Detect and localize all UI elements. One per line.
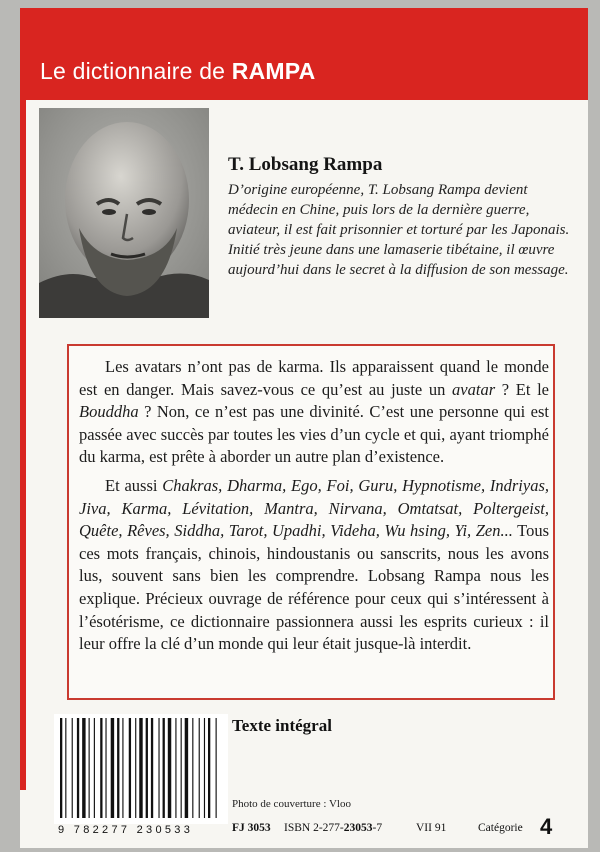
barcode [54, 714, 228, 824]
barcode-bar [72, 718, 73, 818]
barcode-bar [122, 718, 123, 818]
fj-code: FJ 3053 [232, 822, 271, 834]
barcode-bar [139, 718, 142, 818]
isbn: ISBN 2-277-23053-7 [284, 822, 383, 834]
book-back-cover [20, 8, 588, 848]
barcode-bar [185, 718, 188, 818]
category-label: Catégorie [478, 822, 523, 834]
description-paragraph-2: Et aussi Chakras, Dharma, Ego, Foi, Guru, Hypnotisme, Indriyas, Jiva, Karma, Lévitation, Mantra, Nirvana, Omtatsat, Poltergeist, Quête, Rêves, Siddha, Tarot, Upadhi, Videha, Wu hsing, Yi, Zen... Tous ces mots français, chinois, hindoustanis ou sanscrits, nous les avons lus, souvent sans bien les comprendre. Lobsang Rampa nous les explique. Précieux ouvrage de référence pour ceux qui s’intéressent à l’ésotérisme, ce dictionnaire passionnera aussi les esprits curieux : il leur offre la clé d’un monde qui leur était jusque-là interdit. [79, 475, 549, 654]
author-info [228, 154, 580, 280]
photo-credit: Photo de couverture : Vloo [232, 798, 351, 810]
edition-label: Texte intégral [232, 716, 332, 735]
author-photo [39, 108, 209, 318]
barcode-bar [199, 718, 200, 818]
barcode-bar [192, 718, 193, 818]
print-date: VII 91 [416, 822, 447, 834]
barcode-bar [77, 718, 79, 818]
publication-codes [232, 814, 582, 840]
barcode-icon [54, 714, 228, 824]
title-banner [20, 8, 588, 100]
barcode-bar [94, 718, 95, 818]
barcode-bar [111, 718, 114, 818]
author-portrait-icon [39, 108, 209, 318]
barcode-bar [65, 718, 66, 818]
barcode-bar [204, 718, 205, 818]
category-number: 4 [540, 814, 553, 839]
barcode-bar [208, 718, 210, 818]
barcode-bar [129, 718, 131, 818]
barcode-bar [151, 718, 153, 818]
barcode-bar [100, 718, 102, 818]
barcode-bar [163, 718, 165, 818]
barcode-bar [60, 718, 62, 818]
book-title: Le dictionnaire de RAMPA [40, 58, 316, 84]
barcode-bar [89, 718, 90, 818]
barcode-digits: 9 782277 230533 [58, 824, 194, 836]
barcode-bar [105, 718, 106, 818]
barcode-bar [82, 718, 85, 818]
description-box [67, 344, 555, 700]
barcode-bar [135, 718, 136, 818]
barcode-bar [181, 718, 182, 818]
barcode-bar [117, 718, 119, 818]
barcode-bar [175, 718, 176, 818]
barcode-bar [158, 718, 159, 818]
barcode-bar [146, 718, 148, 818]
left-red-edge [20, 100, 26, 790]
barcode-bar [168, 718, 171, 818]
barcode-bar [216, 718, 217, 818]
description-text [79, 356, 549, 662]
description-paragraph-1: Les avatars n’ont pas de karma. Ils apparaissent quand le monde est en danger. Mais savez-vous ce qu’est au juste un avatar ? Et le Bouddha ? Non, ce n’est pas une divinité. C’est une personne qui est passée avec succès par toutes les vies d’un cycle et qui, ayant triomphé du karma, est prête à aborder un autre plan d’existence. [79, 357, 549, 467]
term-list: Chakras, Dharma, Ego, Foi, Guru, Hypnotisme, Indriyas, Jiva, Karma, Lévitation, Mantra, Nirvana, Omtatsat, Poltergeist, Quête, Rêves, Siddha, Tarot, Upadhi, Videha, Wu hsing, Yi, Zen... [79, 475, 549, 541]
author-name: T. Lobsang Rampa [228, 154, 383, 175]
book-title-emphasis: RAMPA [231, 58, 316, 84]
author-bio: D’origine européenne, T. Lobsang Rampa devient médecin en Chine, puis lors de la dernière guerre, aviateur, il est fait prisonnier et torturé par les Japonais. Initié très jeune dans une lamaserie tibétaine, il œuvre aujourd’hui dans le secret à la diffusion de son message. [228, 182, 570, 278]
